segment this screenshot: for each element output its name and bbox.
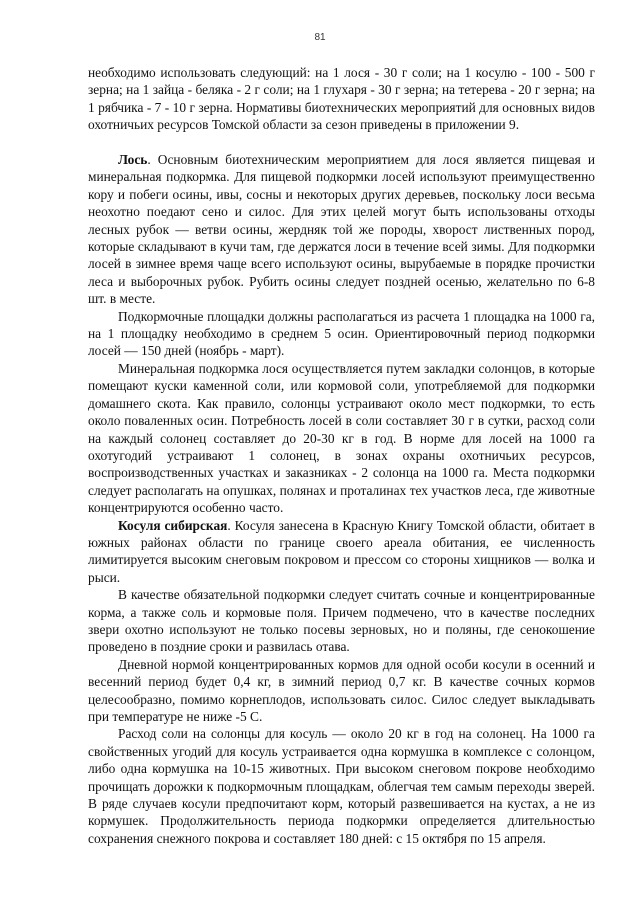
paragraph-mandatory-feeding — [88, 586, 595, 656]
paragraph-text: . Косуля занесена в Красную Книгу Томской области, обитает в южных районах области по границе своего ареала обитания, ее численность лимитируется высоким снеговым покровом и прессом со стороны хищников — волка и рыси. — [88, 517, 595, 585]
paragraph-feeding-sites — [88, 308, 595, 360]
section-heading-moose: Лось — [118, 152, 148, 168]
paragraph-daily-norm — [88, 656, 595, 726]
section-heading-roe-deer: Косуля сибирская — [118, 517, 228, 533]
paragraph-roe-deer — [88, 517, 595, 587]
paragraph-text: Подкормочные площадки должны располагаться из расчета 1 площадка на 1000 га, на 1 площадку необходимо в среднем 5 осин. Ориентировочный период подкормки лосей — 150 дней (ноябрь - март). — [88, 308, 595, 359]
paragraph-text: Расход соли на солонцы для косуль — около 20 кг в год на солонец. На 1000 га свойственных угодий для косуль устраивается одна кормушка в комплексе с солонцом, либо одна кормушка на 10-15 животных. При высоком снеговом покрове необходимо прочищать дорожки к подкормочным площадкам, облегчая тем самым переходы зверей. В ряде случаев косули предпочитают корм, который развешивается на кустах, а не из кормушек. Продолжительность периода подкормки определяется длительностью сохранения снежного покрова и составляет 180 дней: с 15 октября по 15 апреля. — [88, 726, 595, 846]
paragraph-text: Минеральная подкормка лося осуществляется путем закладки солонцов, в которые помещают куски каменной соли, или кормовой соли, употребляемой для подкормки домашнего скота. Как правило, солонцы устраивают около мест подкормки, то есть около поваленных осин. Потребность лосей в соли составляет 30 г в сутки, расход соли на каждый солонец составляет до 20-30 кг в год. В норме для лосей на 1000 га охотугодий устраивают 1 солонец, в зонах охраны охотничьих ресурсов, воспроизводственных участках и заказниках - 2 солонца на 1000 га. Места подкормки следует располагать на опушках, полянах и проталинах тех участков леса, где животные концентрируются особенно часто. — [88, 360, 595, 516]
paragraph-feeding-norms — [88, 64, 595, 134]
paragraph-text: необходимо использовать следующий: на 1 лося - 30 г соли; на 1 косулю - 100 - 500 г зерна; на 1 зайца - беляка - 2 г соли; на 1 глухаря - 30 г зерна; на тетерева - 20 г зерна; на 1 рябчика - 7 - 10 г зерна. Нормативы биотехнических мероприятий для основных видов охотничьих ресурсов Томской области за сезон приведены в приложении 9. — [88, 65, 595, 133]
paragraph-moose — [88, 151, 595, 308]
page-number: 81 — [314, 32, 326, 43]
paragraph-salt-consumption — [88, 725, 595, 847]
paragraph-text: В качестве обязательной подкормки следует считать сочные и концентрированные корма, а также соль и кормовые поля. Причем подмечено, что в качестве последних звери охотно используют не только посевы зерновых, но и поляны, где сенокошение проведено в поздние сроки и развилась отава. — [88, 587, 595, 655]
paragraph-text: Дневной нормой концентрированных кормов для одной особи косули в осенний и весенний период будет 0,4 кг, в зимний период 0,7 кг. В качестве сочных кормов целесообразно, помимо корнеплодов, использовать силос. Силос следует выкладывать при температуре не ниже -5 С. — [88, 656, 595, 725]
page-body — [88, 64, 595, 847]
paragraph-text: . Основным биотехническим мероприятием для лося является пищевая и минеральная подкормка. Для пищевой подкормки лосей используют преимущественно кору и побеги осины, ивы, сосны и некоторых других деревьев, поскольку лоси весьма неохотно поедают сено и силос. Для этих целей могут быть использованы отходы лесных рубок — ветви осины, жердняк той же породы, хворост лиственных пород, которые складывают в кучи там, где держатся лоси в течение всей зимы. Для подкормки лосей в зимнее время чаще всего используют осины, вырубаемые в порядке прочистки леса и выборочных рубок. Рубить осины следует поздней осенью, желательно по 6-8 шт. в месте. — [88, 152, 595, 307]
paragraph-mineral-feeding — [88, 360, 595, 517]
